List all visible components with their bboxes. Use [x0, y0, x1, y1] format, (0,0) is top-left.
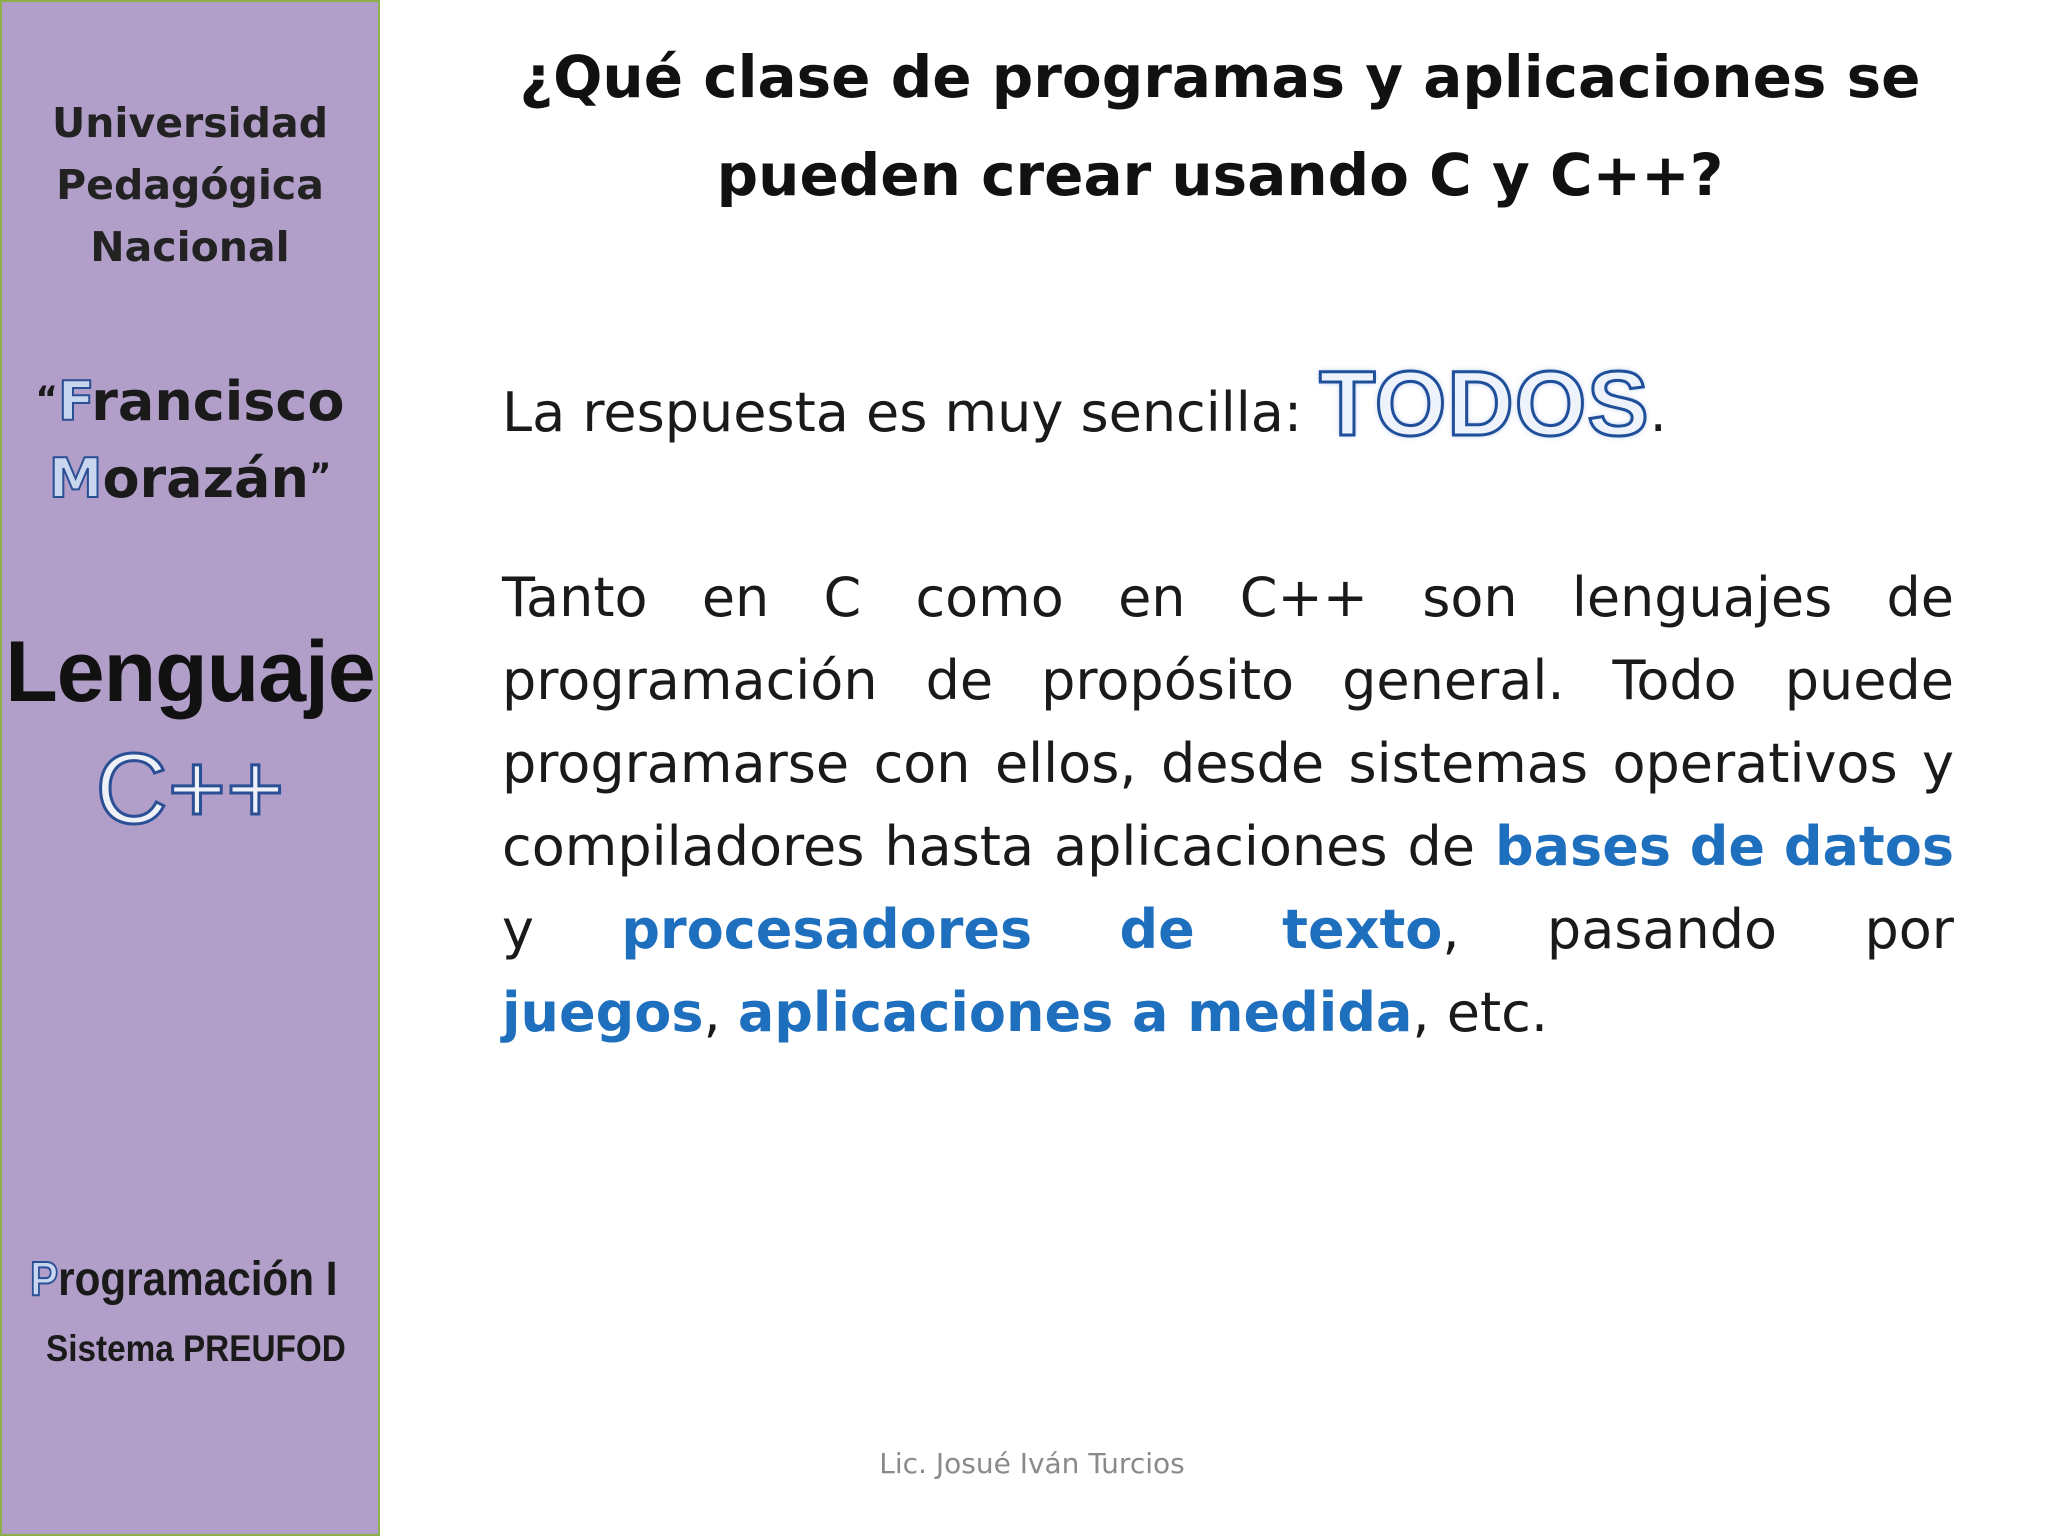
paragraph-line-1 — [502, 556, 1954, 639]
answer-prefix: La respuesta es muy sencilla: — [502, 381, 1320, 444]
texto-group — [1282, 888, 1459, 971]
word: desde — [1160, 732, 1325, 795]
course-name — [30, 1250, 338, 1310]
author-credit: Lic. Josué Iván Turcios — [879, 1447, 1185, 1480]
word: Todo — [1612, 649, 1737, 712]
word: en — [701, 566, 770, 629]
word: de — [925, 649, 994, 712]
word: son — [1422, 566, 1518, 629]
word: C — [823, 566, 862, 629]
title-line-1: ¿Qué clase de programas y aplicaciones se — [519, 43, 1921, 111]
university-name — [2, 92, 378, 278]
answer-suffix: . — [1649, 381, 1667, 444]
close-quote: ” — [308, 456, 332, 496]
word: C++ — [1239, 566, 1368, 629]
francisco-line — [2, 362, 378, 439]
footer — [0, 1446, 2048, 1482]
slide-title — [440, 28, 2000, 224]
course-initial: P — [30, 1253, 59, 1306]
course-rest: rogramación I — [58, 1253, 338, 1306]
word: general. — [1342, 649, 1565, 712]
highlight-de: de — [1119, 898, 1195, 961]
word: ellos, — [994, 732, 1137, 795]
word: y — [1922, 732, 1954, 795]
word: operativos — [1612, 732, 1898, 795]
paragraph-line-3 — [502, 722, 1954, 805]
paragraph-line-5 — [502, 888, 1954, 971]
university-line-3: Nacional — [90, 223, 290, 271]
language-name: C++ — [95, 733, 285, 845]
word: con — [873, 732, 971, 795]
highlight-aplicaciones-a-medida: aplicaciones a medida — [737, 981, 1413, 1044]
word: programación — [502, 649, 878, 712]
answer-line — [502, 353, 1667, 458]
initial-f: F — [57, 370, 92, 433]
word: sistemas — [1348, 732, 1589, 795]
word: de — [1407, 815, 1475, 878]
paragraph-line-2 — [502, 639, 1954, 722]
paragraph-line-4 — [502, 805, 1954, 888]
sidebar — [0, 0, 380, 1536]
paragraph-line-6 — [502, 971, 1954, 1054]
word: puede — [1784, 649, 1954, 712]
word: como — [915, 566, 1064, 629]
open-quote: “ — [35, 379, 58, 419]
word: lenguajes — [1571, 566, 1833, 629]
highlight-bases-de-datos: bases de datos — [1494, 815, 1954, 878]
morazan-line — [2, 439, 378, 516]
word: aplicaciones — [1054, 815, 1388, 878]
system-name: Sistema PREUFOD — [46, 1328, 346, 1369]
word: propósito — [1041, 649, 1295, 712]
word: compiladores — [502, 815, 865, 878]
comma: , — [1442, 898, 1460, 961]
highlight-texto: texto — [1282, 898, 1443, 961]
university-line-1: Universidad — [51, 99, 329, 147]
word: y — [502, 898, 534, 961]
word: Tanto — [502, 566, 648, 629]
word: por — [1864, 898, 1954, 961]
francisco-morazan — [2, 362, 378, 516]
word: programarse — [502, 732, 850, 795]
body-paragraph — [502, 556, 1954, 1054]
title-line-2: pueden crear usando C y C++? — [716, 141, 1724, 209]
initial-m: M — [48, 447, 103, 510]
ending: , etc. — [1412, 981, 1548, 1044]
highlight-juegos: juegos — [502, 981, 704, 1044]
word: hasta — [884, 815, 1035, 878]
language-label: Lenguaje — [5, 624, 375, 720]
word: en — [1118, 566, 1186, 629]
francisco-rest: rancisco — [91, 370, 345, 433]
answer-highlight: TODOS — [1319, 353, 1650, 455]
word: de — [1886, 566, 1954, 629]
morazan-rest: orazán — [102, 447, 309, 510]
separator: , — [703, 981, 738, 1044]
highlight-procesadores: procesadores — [621, 898, 1033, 961]
university-line-2: Pedagógica — [56, 161, 324, 209]
word: pasando — [1546, 898, 1778, 961]
